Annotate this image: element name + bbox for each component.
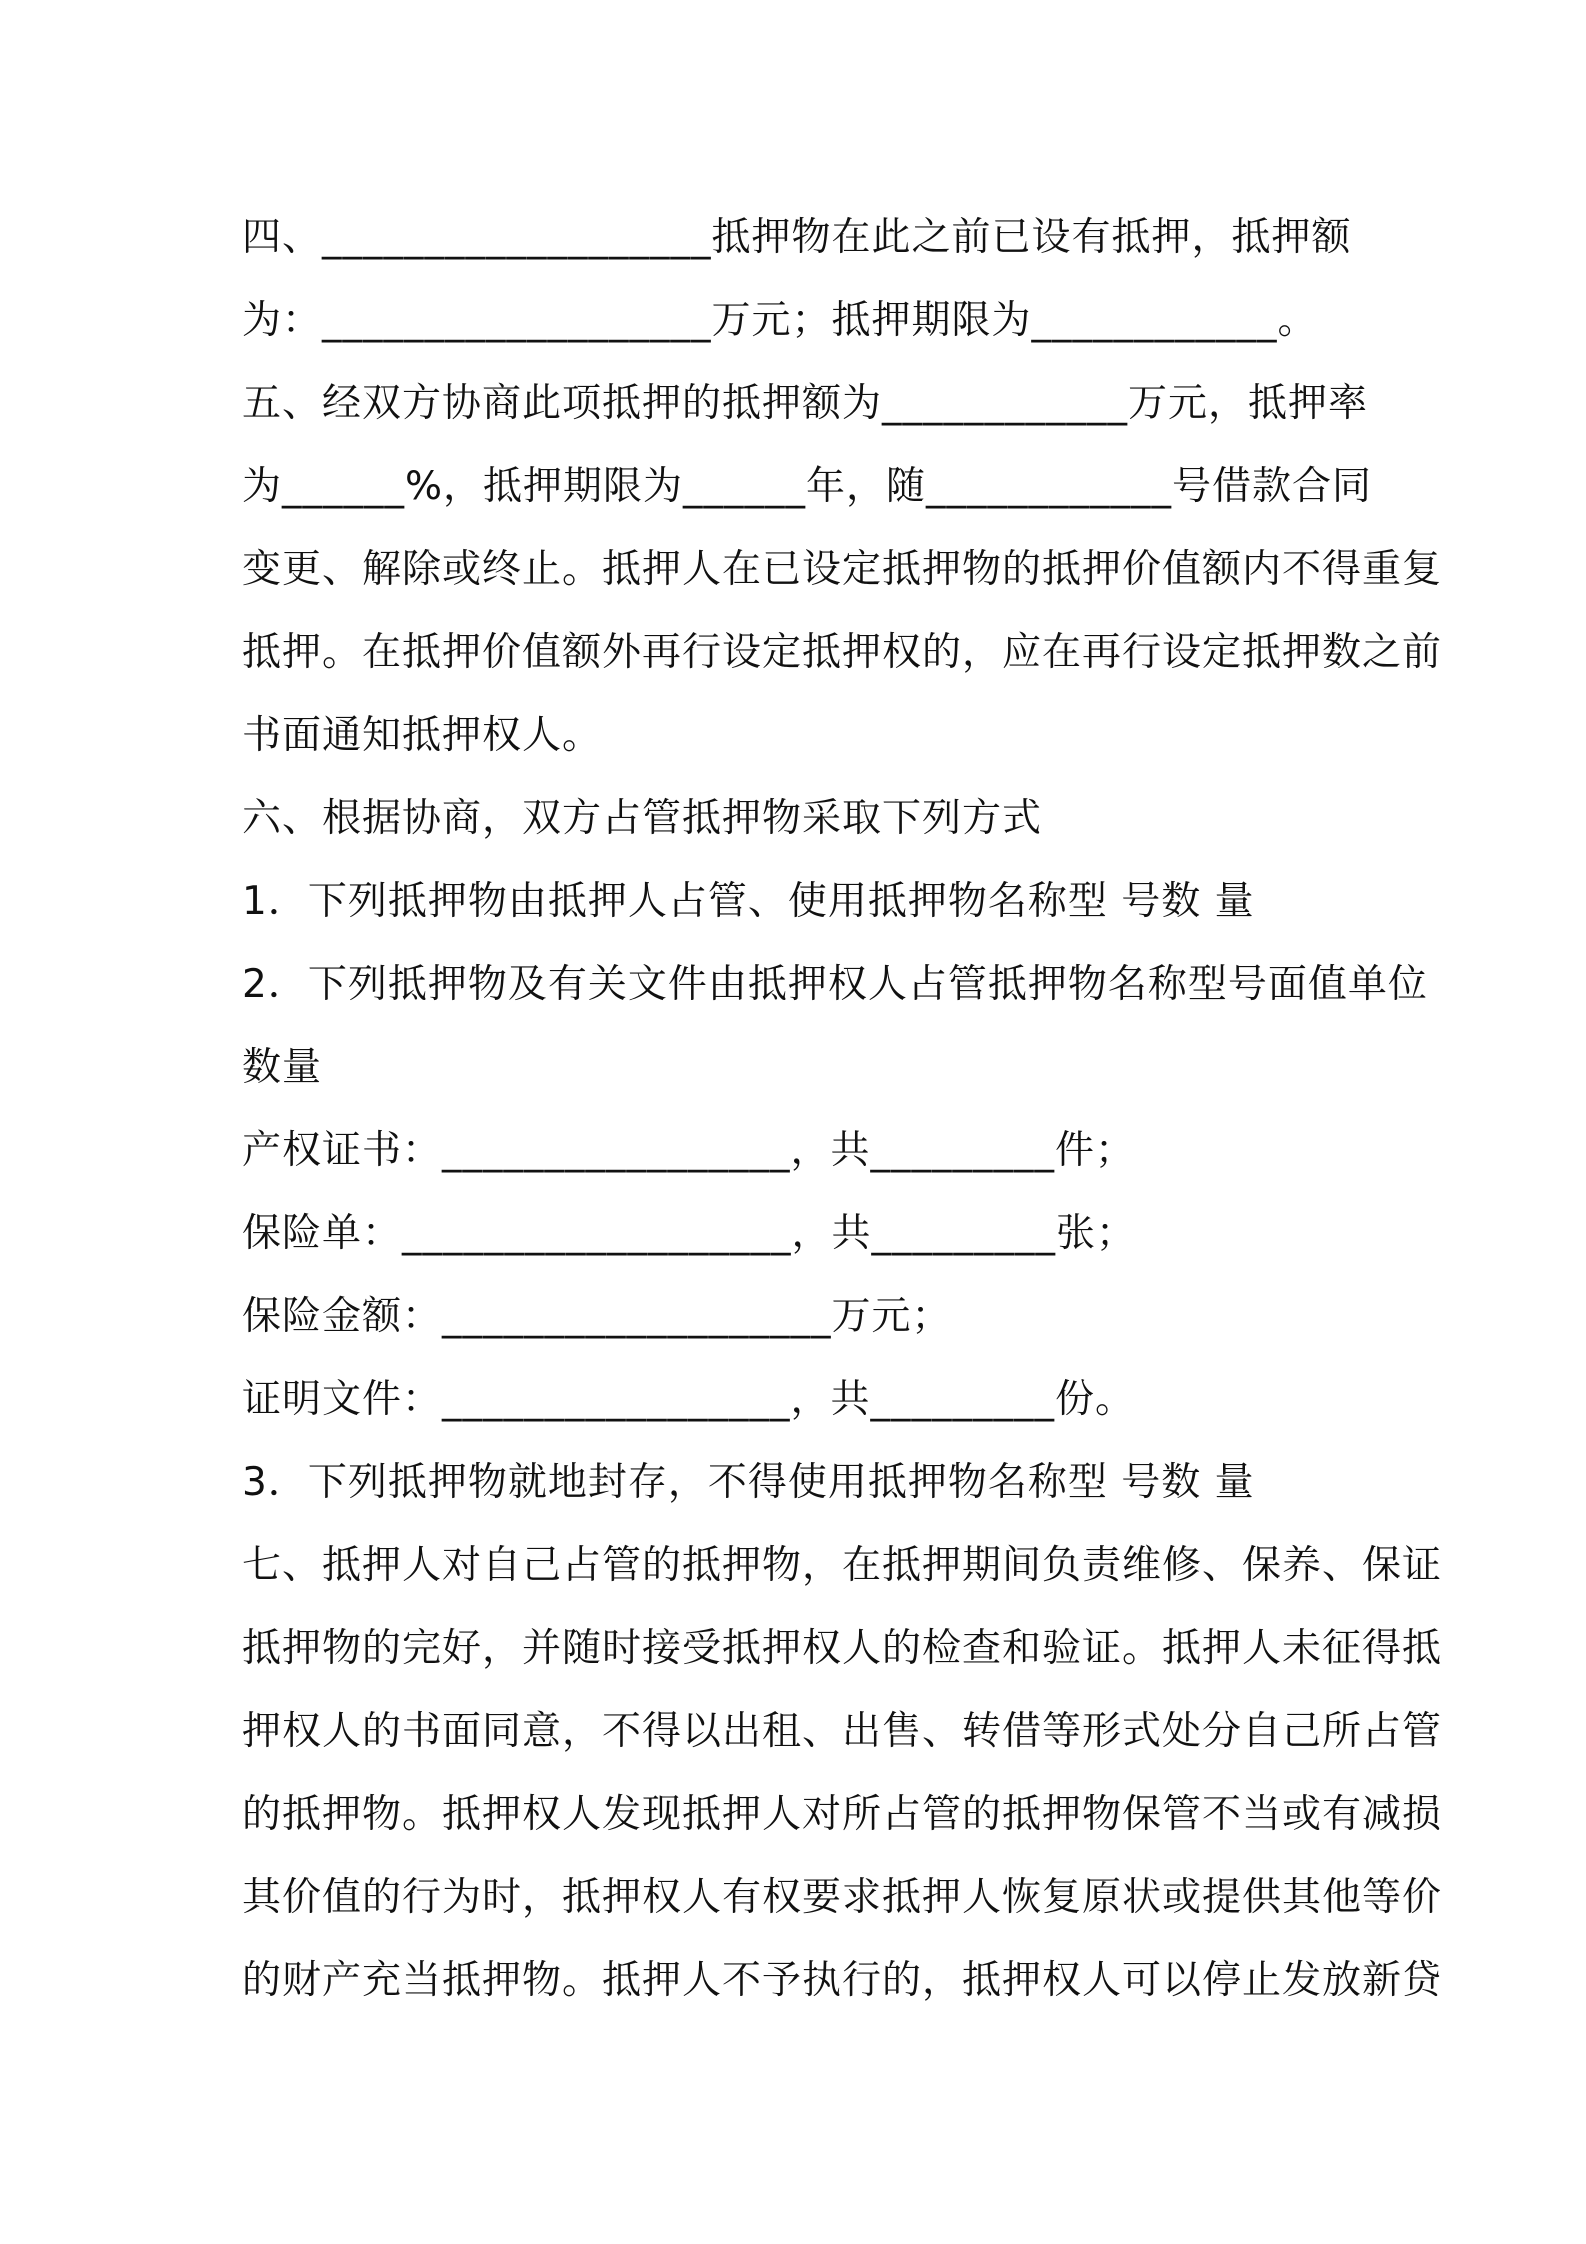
- text-line-18: 抵押物的完好，并随时接受抵押权人的检查和验证。抵押人未征得抵: [242, 1626, 1443, 1671]
- text-line-10: 2．下列抵押物及有关文件由抵押权人占管抵押物名称型号面值单位: [242, 962, 1428, 1007]
- document-body: [242, 196, 1443, 2022]
- text-line-16: 3．下列抵押物就地封存，不得使用抵押物名称型 号数 量: [242, 1460, 1255, 1505]
- text-line-9: 1．下列抵押物由抵押人占管、使用抵押物名称型 号数 量: [242, 879, 1255, 924]
- text-line-8: 六、根据协商，双方占管抵押物采取下列方式: [242, 796, 1043, 841]
- text-line-15: 证明文件：_________________，共_________份。: [242, 1377, 1136, 1422]
- text-line-13: 保险单：___________________，共_________张；: [242, 1211, 1137, 1256]
- text-line-22: 的财产充当抵押物。抵押人不予执行的，抵押权人可以停止发放新贷: [242, 1958, 1443, 2003]
- text-line-11: 数量: [242, 1045, 323, 1090]
- text-line-2: 为：___________________万元；抵押期限为____________。: [242, 298, 1318, 343]
- text-line-6: 抵押。在抵押价值额外再行设定抵押权的，应在再行设定抵押数之前: [242, 630, 1443, 675]
- text-line-1: 四、___________________抵押物在此之前已设有抵押，抵押额: [242, 215, 1352, 260]
- text-line-21: 其价值的行为时，抵押权人有权要求抵押人恢复原状或提供其他等价: [242, 1875, 1443, 1920]
- text-line-17: 七、抵押人对自己占管的抵押物，在抵押期间负责维修、保养、保证: [242, 1543, 1443, 1588]
- text-line-7: 书面通知抵押权人。: [242, 713, 603, 758]
- text-line-3: 五、经双方协商此项抵押的抵押额为____________万元，抵押率: [242, 381, 1369, 426]
- text-line-12: 产权证书：_________________，共_________件；: [242, 1128, 1136, 1173]
- text-line-14: 保险金额：___________________万元；: [242, 1294, 952, 1339]
- text-line-4: 为______%，抵押期限为______年，随____________号借款合同: [242, 464, 1373, 509]
- text-line-19: 押权人的书面同意，不得以出租、出售、转借等形式处分自己所占管: [242, 1709, 1443, 1754]
- text-line-20: 的抵押物。抵押权人发现抵押人对所占管的抵押物保管不当或有减损: [242, 1792, 1443, 1837]
- text-line-5: 变更、解除或终止。抵押人在已设定抵押物的抵押价值额内不得重复: [242, 547, 1443, 592]
